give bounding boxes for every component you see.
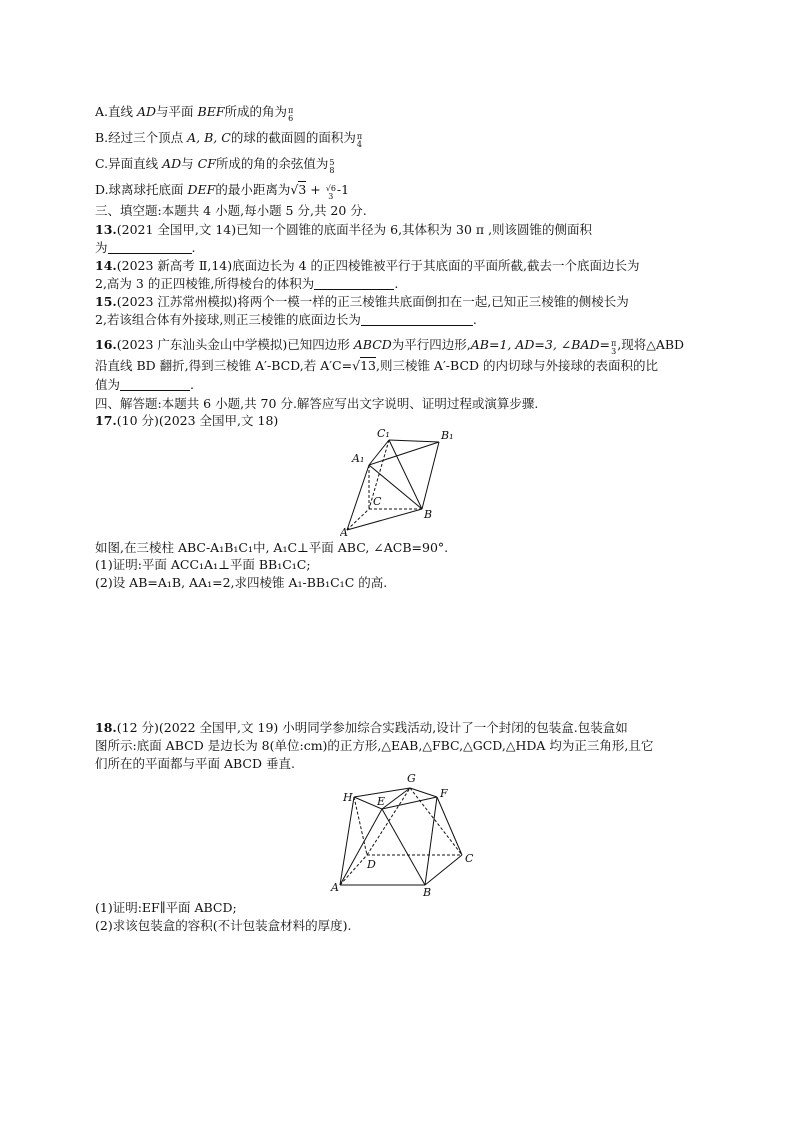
label-h: H <box>343 791 353 804</box>
sqrt-radicand: 13 <box>360 358 376 373</box>
option-d <box>95 182 349 201</box>
q15-line1 <box>95 294 629 310</box>
edge-g-c <box>410 788 462 855</box>
option-d-plus: + <box>306 182 325 197</box>
answer-blank[interactable] <box>120 378 190 391</box>
option-b <box>95 130 363 149</box>
q17-header <box>95 413 278 429</box>
q17-number: 17. <box>95 413 117 428</box>
q18-part1: (1)证明:EF∥平面 ABCD; <box>95 900 237 915</box>
q14-number: 14. <box>95 258 117 273</box>
option-b-vars: A, B, C <box>187 130 231 145</box>
option-a-fraction <box>288 107 293 123</box>
label-g: G <box>407 772 416 785</box>
fraction-denominator: 6 <box>288 114 294 123</box>
fraction-denominator: 8 <box>329 166 335 175</box>
option-c-fraction <box>329 159 334 175</box>
q16-end: . <box>190 377 194 392</box>
q17-source: (10 分)(2023 全国甲,文 18) <box>116 413 279 428</box>
option-a-var1: AD <box>136 104 157 119</box>
q18-part2: (2)求该包装盒的容积(不计包装盒材料的厚度). <box>95 918 352 933</box>
q18-line3: 们所在的平面都与平面 ABCD 垂直. <box>95 756 295 771</box>
option-d-text: 的最小距离为 <box>215 182 291 197</box>
q16-text-2b: ,则三棱锥 A′-BCD 的内切球与外接球的表面积的比 <box>375 358 658 373</box>
q16-text-mid: 为平行四边形, <box>391 337 471 352</box>
edge-h-d <box>354 797 367 855</box>
fraction-numerator: π <box>356 132 363 141</box>
label-c: C <box>373 495 382 508</box>
option-b-fraction <box>357 133 362 149</box>
answer-blank[interactable] <box>108 241 192 254</box>
label-a: A <box>340 526 348 537</box>
edge-e-b <box>382 809 425 885</box>
label-b: B <box>423 886 432 896</box>
label-a: A <box>331 881 339 894</box>
fraction-numerator: √6 <box>325 184 336 193</box>
edge-b1-b <box>422 442 439 509</box>
q16-line3 <box>95 377 194 393</box>
q17-part1: (1)证明:平面 ACC₁A₁⊥平面 BB₁C₁C; <box>95 557 311 572</box>
option-a-var2: BEF <box>197 104 225 119</box>
option-c-prefix: C.异面直线 <box>95 156 163 171</box>
option-a-prefix: A.直线 <box>95 104 137 119</box>
fraction-numerator: π <box>610 339 617 348</box>
sqrt-radicand: 3 <box>298 182 307 197</box>
q16-text-end: ,现将△ABD <box>617 337 685 352</box>
edge-f-c <box>437 797 462 855</box>
option-b-prefix: B.经过三个顶点 <box>95 130 188 145</box>
label-c1: C₁ <box>377 427 390 440</box>
package-box-figure <box>330 770 480 896</box>
edge-a-a1 <box>347 465 369 530</box>
q17-stem: 如图,在三棱柱 ABC-A₁B₁C₁中, A₁C⊥平面 ABC, ∠ACB=90°. <box>95 540 449 555</box>
option-d-sqrt: √3 <box>290 182 307 197</box>
prism-figure <box>340 425 470 537</box>
q14-line2 <box>95 276 398 292</box>
edge-a1-b1 <box>369 442 439 465</box>
q16-number: 16. <box>95 337 117 352</box>
q14-line1 <box>95 258 640 274</box>
q15-line2 <box>95 312 477 328</box>
edge-c1-b <box>389 440 422 509</box>
label-d: D <box>367 858 376 871</box>
q16-text-2: 沿直线 BD 翻折,得到三棱锥 A′-BCD,若 A′C= <box>95 358 353 373</box>
q14-text: (2023 新高考 Ⅱ,14)底面边长为 4 的正四棱锥被平行于其底面的平面所截,截去一个底面边长为 <box>116 258 640 273</box>
q13-line2 <box>95 240 196 256</box>
q16-fraction <box>611 340 616 356</box>
q16-line2 <box>95 358 658 374</box>
q14-text-2: 2,高为 3 的正四棱锥,所得棱台的体积为 <box>95 276 315 291</box>
option-a-mid: 与平面 <box>156 104 198 119</box>
edge-b-c <box>425 855 462 885</box>
q16-condition: AB=1, AD=3, ∠BAD= <box>470 337 610 352</box>
q16-sqrt: √13 <box>352 358 376 373</box>
edge-c1-b1 <box>389 440 439 442</box>
label-a1: A₁ <box>352 452 365 465</box>
q16-text: (2023 广东汕头金山中学模拟)已知四边形 <box>116 337 354 352</box>
fraction-numerator: π <box>288 106 294 115</box>
q15-text-2: 2,若该组合体有外接球,则正三棱锥的底面边长为 <box>95 312 361 327</box>
fraction-denominator: 4 <box>356 140 362 149</box>
answer-blank[interactable] <box>314 277 394 290</box>
q13-end: . <box>191 240 196 255</box>
q18-line1 <box>95 720 628 736</box>
fraction-denominator: 3 <box>611 347 617 356</box>
fraction-numerator: 5 <box>329 158 335 167</box>
answer-blank[interactable] <box>361 313 473 326</box>
option-a-text: 所成的角为 <box>224 104 288 119</box>
q16-line1 <box>95 337 684 356</box>
option-d-var1: DEF <box>187 182 216 197</box>
option-c-text: 所成的角的余弦值为 <box>215 156 329 171</box>
label-b: B <box>424 508 433 521</box>
option-d-prefix: D.球离球托底面 <box>95 182 188 197</box>
q13-text-2: 为 <box>95 240 108 255</box>
option-c <box>95 156 335 175</box>
q17-part2: (2)设 AB=A₁B, AA₁=2,求四棱锥 A₁-BB₁C₁C 的高. <box>95 575 388 590</box>
label-f: F <box>440 787 448 800</box>
q16-var: ABCD <box>353 337 392 352</box>
option-d-tail: -1 <box>336 182 350 197</box>
option-d-fraction <box>326 185 336 201</box>
q13-number: 13. <box>95 222 117 237</box>
q18-text: (12 分)(2022 全国甲,文 19) 小明同学参加综合实践活动,设计了一个封闭的包装盒.包装盒如 <box>116 720 628 735</box>
q15-text: (2023 江苏常州模拟)将两个一模一样的正三棱锥共底面倒扣在一起,已知正三棱锥的侧棱长为 <box>116 294 629 309</box>
q14-end: . <box>394 276 399 291</box>
label-c: C <box>465 852 474 865</box>
q13-line1 <box>95 222 592 238</box>
q16-text-3: 值为 <box>95 377 121 392</box>
option-c-var2: CF <box>197 156 216 171</box>
label-e: E <box>377 795 386 808</box>
option-c-var1: AD <box>162 156 182 171</box>
label-b1: B₁ <box>441 429 454 442</box>
q13-text: (2021 全国甲,文 14)已知一个圆锥的底面半径为 6,其体积为 30 π ,则该圆锥的侧面积 <box>116 222 593 237</box>
q15-number: 15. <box>95 294 117 309</box>
q18-number: 18. <box>95 720 117 735</box>
option-a <box>95 104 294 123</box>
fraction-denominator: 3 <box>328 192 334 201</box>
section-3-heading: 三、填空题:本题共 4 小题,每小题 5 分,共 20 分. <box>95 203 367 218</box>
section-4-heading: 四、解答题:本题共 6 小题,共 70 分.解答应写出文字说明、证明过程或演算步骤. <box>95 396 539 411</box>
option-c-mid: 与 <box>181 156 198 171</box>
option-b-text: 的球的截面圆的面积为 <box>230 130 356 145</box>
q18-line2: 图所示:底面 ABCD 是边长为 8(单位:cm)的正方形,△EAB,△FBC,△GCD,△HDA 均为正三角形,且它 <box>95 738 654 753</box>
q15-end: . <box>472 312 477 327</box>
